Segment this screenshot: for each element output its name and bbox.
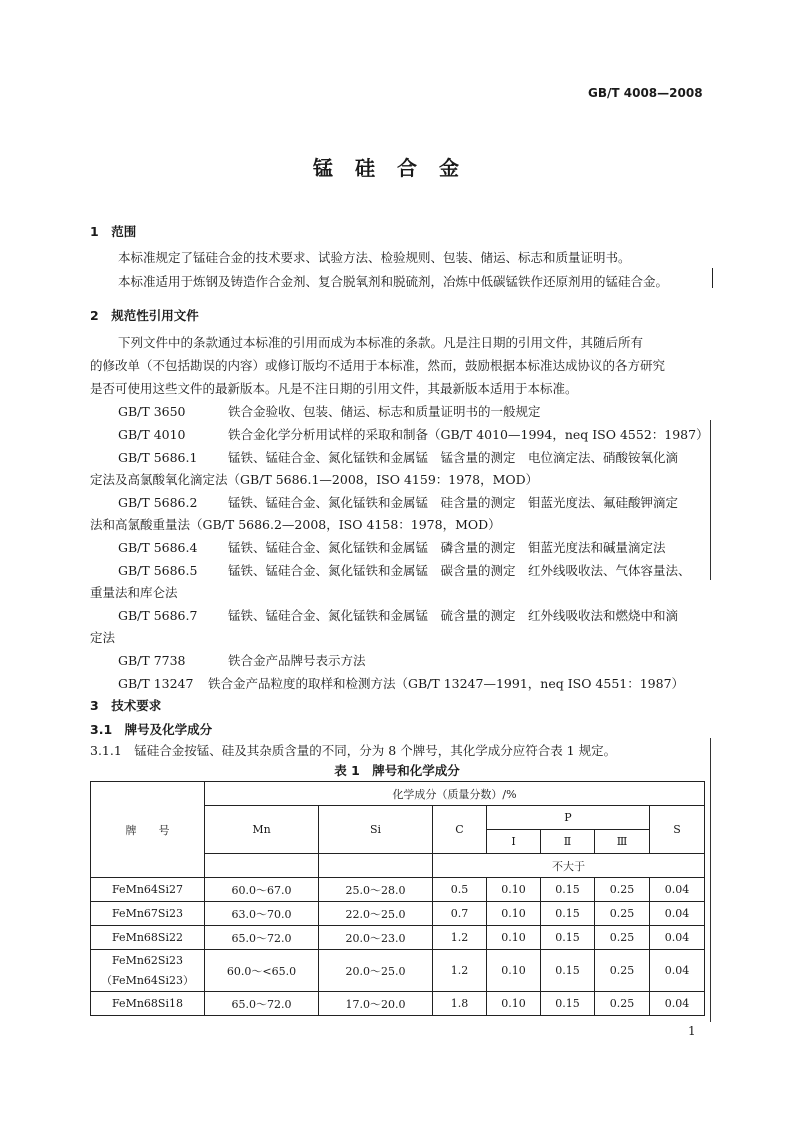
composition-table [90,781,705,1016]
section-2-intro-line-1: 下列文件中的条款通过本标准的引用而成为本标准的条款。凡是注日期的引用文件，其随后所有 [118,335,644,350]
cell-si: 20.0～25.0 [319,950,433,992]
cell-c: 0.5 [433,878,487,902]
header-p-grade-3: Ⅲ [595,830,650,854]
cell-mn: 63.0～70.0 [205,902,319,926]
reference-title: 锰铁、锰硅合金、氮化锰铁和金属锰 磷含量的测定 钼蓝光度法和碱量滴定法 [228,540,666,555]
cell-s: 0.04 [650,950,705,992]
cell-s: 0.04 [650,878,705,902]
cell-si: 25.0～28.0 [319,878,433,902]
reference-code: GB/T 5686.7 [118,608,198,623]
header-max-left-spacer [205,854,319,878]
cell-grade: FeMn68Si18 [91,992,205,1016]
reference-title: 锰铁、锰硅合金、氮化锰铁和金属锰 锰含量的测定 电位滴定法、硝酸铵氧化滴 [228,450,679,465]
header-max-mid-spacer [319,854,433,878]
cell-grade: FeMn67Si23 [91,902,205,926]
section-1-paragraph-2: 本标准适用于炼钢及铸造作合金剂、复合脱氧剂和脱硫剂，冶炼中低碳锰铁作还原剂用的锰硅合金。 [118,274,669,289]
reference-code: GB/T 5686.1 [118,450,198,465]
page-number: 1 [688,1024,696,1038]
header-mn: Mn [205,806,319,854]
header-c: C [433,806,487,854]
subsection-3-1-heading: 3.1 牌号及化学成分 [90,722,213,737]
cell-grade-primary: FeMn62Si23 [112,953,183,967]
cell-c: 1.8 [433,992,487,1016]
cell-p3: 0.25 [595,950,650,992]
cell-p2: 0.15 [541,992,595,1016]
header-grade: 牌 号 [91,782,205,878]
header-chemical-composition: 化学成分（质量分数）/% [205,782,705,806]
reference-item [118,402,541,420]
cell-si: 22.0～25.0 [319,902,433,926]
cell-p1: 0.10 [487,992,541,1016]
cell-p1: 0.10 [487,902,541,926]
cell-s: 0.04 [650,902,705,926]
cell-grade-secondary: （FeMn64Si23） [101,973,194,987]
table-row [91,902,705,926]
header-p: P [487,806,650,830]
header-p-grade-2: Ⅱ [541,830,595,854]
cell-p1: 0.10 [487,926,541,950]
cell-p2: 0.15 [541,950,595,992]
cell-p2: 0.15 [541,878,595,902]
change-bar [712,268,713,288]
cell-s: 0.04 [650,926,705,950]
table-row [91,926,705,950]
cell-p3: 0.25 [595,992,650,1016]
reference-title: 铁合金化学分析用试样的采取和制备（GB/T 4010—1994，neq ISO 4552：1987） [228,427,709,442]
reference-code: GB/T 7738 [118,653,186,668]
reference-item [118,651,366,669]
reference-code: GB/T 5686.2 [118,495,198,510]
cell-p1: 0.10 [487,878,541,902]
cell-si: 17.0～20.0 [319,992,433,1016]
cell-p2: 0.15 [541,902,595,926]
reference-code: GB/T 5686.5 [118,563,198,578]
document-title: 锰硅合金 [313,156,481,180]
table-1-caption: 表 1 牌号和化学成分 [334,763,460,778]
reference-title: 铁合金产品粒度的取样和检测方法（GB/T 13247—1991，neq ISO 4551：1987） [208,676,685,691]
cell-p3: 0.25 [595,878,650,902]
cell-grade: FeMn64Si27 [91,878,205,902]
cell-p1: 0.10 [487,950,541,992]
reference-title: 铁合金验收、包装、储运、标志和质量证明书的一般规定 [228,404,541,419]
table-row [91,878,705,902]
reference-item [118,448,678,466]
change-bar [710,420,711,580]
reference-item [118,493,678,511]
reference-code: GB/T 13247 [118,676,194,691]
section-2-heading: 2 规范性引用文件 [90,308,199,323]
cell-c: 1.2 [433,950,487,992]
header-p-grade-1: Ⅰ [487,830,541,854]
reference-item [118,538,666,556]
standard-code: GB/T 4008—2008 [588,86,703,100]
reference-item [118,561,691,579]
section-3-heading: 3 技术要求 [90,698,162,713]
cell-p3: 0.25 [595,926,650,950]
reference-code: GB/T 5686.4 [118,540,198,555]
cell-p3: 0.25 [595,902,650,926]
header-s: S [650,806,705,854]
reference-title: 锰铁、锰硅合金、氮化锰铁和金属锰 硅含量的测定 钼蓝光度法、氟硅酸钾滴定 [228,495,679,510]
section-1-heading: 1 范围 [90,224,137,239]
reference-title: 锰铁、锰硅合金、氮化锰铁和金属锰 碳含量的测定 红外线吸收法、气体容量法、 [228,563,691,578]
reference-item [118,674,684,692]
table-row [91,992,705,1016]
reference-continuation: 定法及高氯酸氧化滴定法（GB/T 5686.1—2008，ISO 4159：1978，MOD） [90,472,539,487]
section-2-intro-line-2: 的修改单（不包括勘误的内容）或修订版均不适用于本标准，然而，鼓励根据本标准达成协议的各方研究 [90,358,666,373]
reference-continuation: 定法 [90,630,116,645]
reference-title: 锰铁、锰硅合金、氮化锰铁和金属锰 硫含量的测定 红外线吸收法和燃烧中和滴 [228,608,679,623]
reference-continuation: 重量法和库仑法 [90,585,178,600]
header-not-greater-than: 不大于 [433,854,705,878]
cell-mn: 65.0～72.0 [205,926,319,950]
reference-code: GB/T 3650 [118,404,186,419]
cell-s: 0.04 [650,992,705,1016]
header-si: Si [319,806,433,854]
cell-si: 20.0～23.0 [319,926,433,950]
cell-p2: 0.15 [541,926,595,950]
cell-c: 0.7 [433,902,487,926]
table-row [91,950,705,992]
reference-title: 铁合金产品牌号表示方法 [228,653,366,668]
reference-continuation: 法和高氯酸重量法（GB/T 5686.2—2008，ISO 4158：1978，MOD） [90,517,501,532]
cell-grade [91,950,205,992]
reference-item [118,606,678,624]
reference-code: GB/T 4010 [118,427,186,442]
cell-grade: FeMn68Si22 [91,926,205,950]
cell-mn: 65.0～72.0 [205,992,319,1016]
subsection-3-1-1-text: 3.1.1 锰硅合金按锰、硅及其杂质含量的不同，分为 8 个牌号，其化学成分应符合表 1 规定。 [90,743,617,758]
reference-item [118,425,709,443]
change-bar [710,738,711,1022]
cell-c: 1.2 [433,926,487,950]
section-2-intro-line-3: 是否可使用这些文件的最新版本。凡是不注日期的引用文件，其最新版本适用于本标准。 [90,381,578,396]
section-1-paragraph-1: 本标准规定了锰硅合金的技术要求、试验方法、检验规则、包装、储运、标志和质量证明书。 [118,250,631,265]
cell-mn: 60.0～67.0 [205,878,319,902]
cell-mn: 60.0～<65.0 [205,950,319,992]
